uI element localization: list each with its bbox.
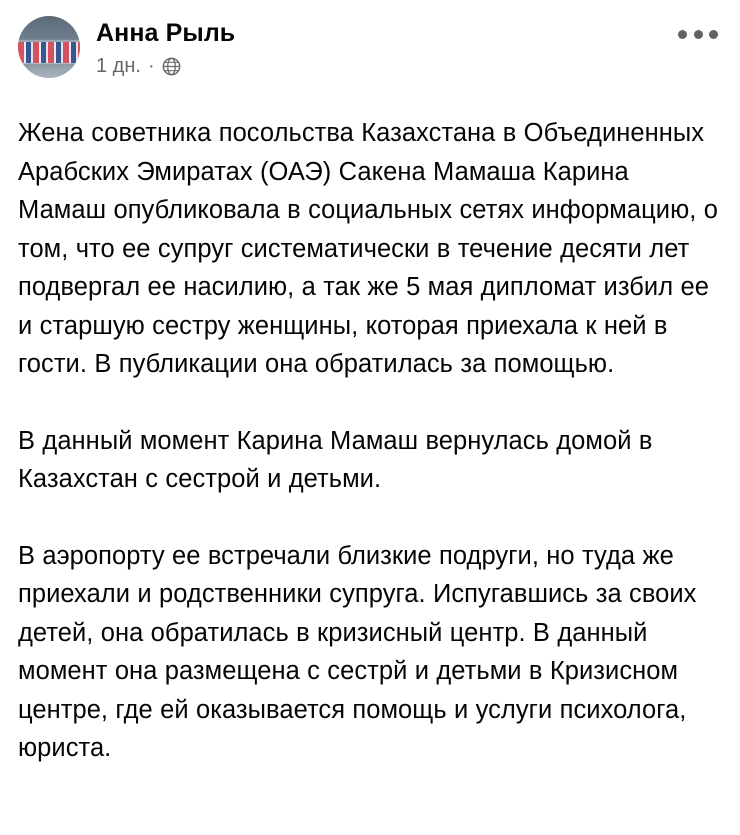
post-meta [96, 55, 235, 77]
post-header-text [96, 16, 235, 77]
post-paragraph: Жена советника посольства Казахстана в Объединенных Арабских Эмиратах (ОАЭ) Сакена Мамаша Карина Мамаш опубликовала в социальных сетях информацию, о том, что ее супруг систематически в течение десяти лет подвергал ее насилию, а так же 5 мая дипломат избил ее и старшую сестру женщины, которая приехала к ней в гости. В публикации она обратилась за помощью. [18, 119, 718, 378]
globe-icon[interactable] [162, 57, 181, 76]
author-name[interactable]: Анна Рыль [96, 19, 236, 47]
post-text [18, 114, 722, 768]
avatar-photo [18, 16, 80, 78]
post-paragraph: В аэропорту ее встречали близкие подруги, но туда же приехали и родственники супруга. Испугавшись за своих детей, она обратилась в кризисный центр. В данный момент она размещена с сестрй и детьми в Кризисном центре, где ей оказывается помощь и услуги психолога, юриста. [18, 541, 697, 762]
post-timestamp[interactable]: 1 дн. [96, 55, 141, 77]
post-paragraph: В данный момент Карина Мамаш вернулась домой в Казахстан с сестрой и детьми. [18, 426, 653, 493]
more-options-icon[interactable] [676, 20, 720, 48]
more-dot [694, 30, 703, 39]
post-header [18, 10, 722, 92]
meta-separator: · [147, 55, 155, 77]
more-dot [709, 30, 718, 39]
avatar[interactable] [18, 16, 80, 78]
more-dot [678, 30, 687, 39]
